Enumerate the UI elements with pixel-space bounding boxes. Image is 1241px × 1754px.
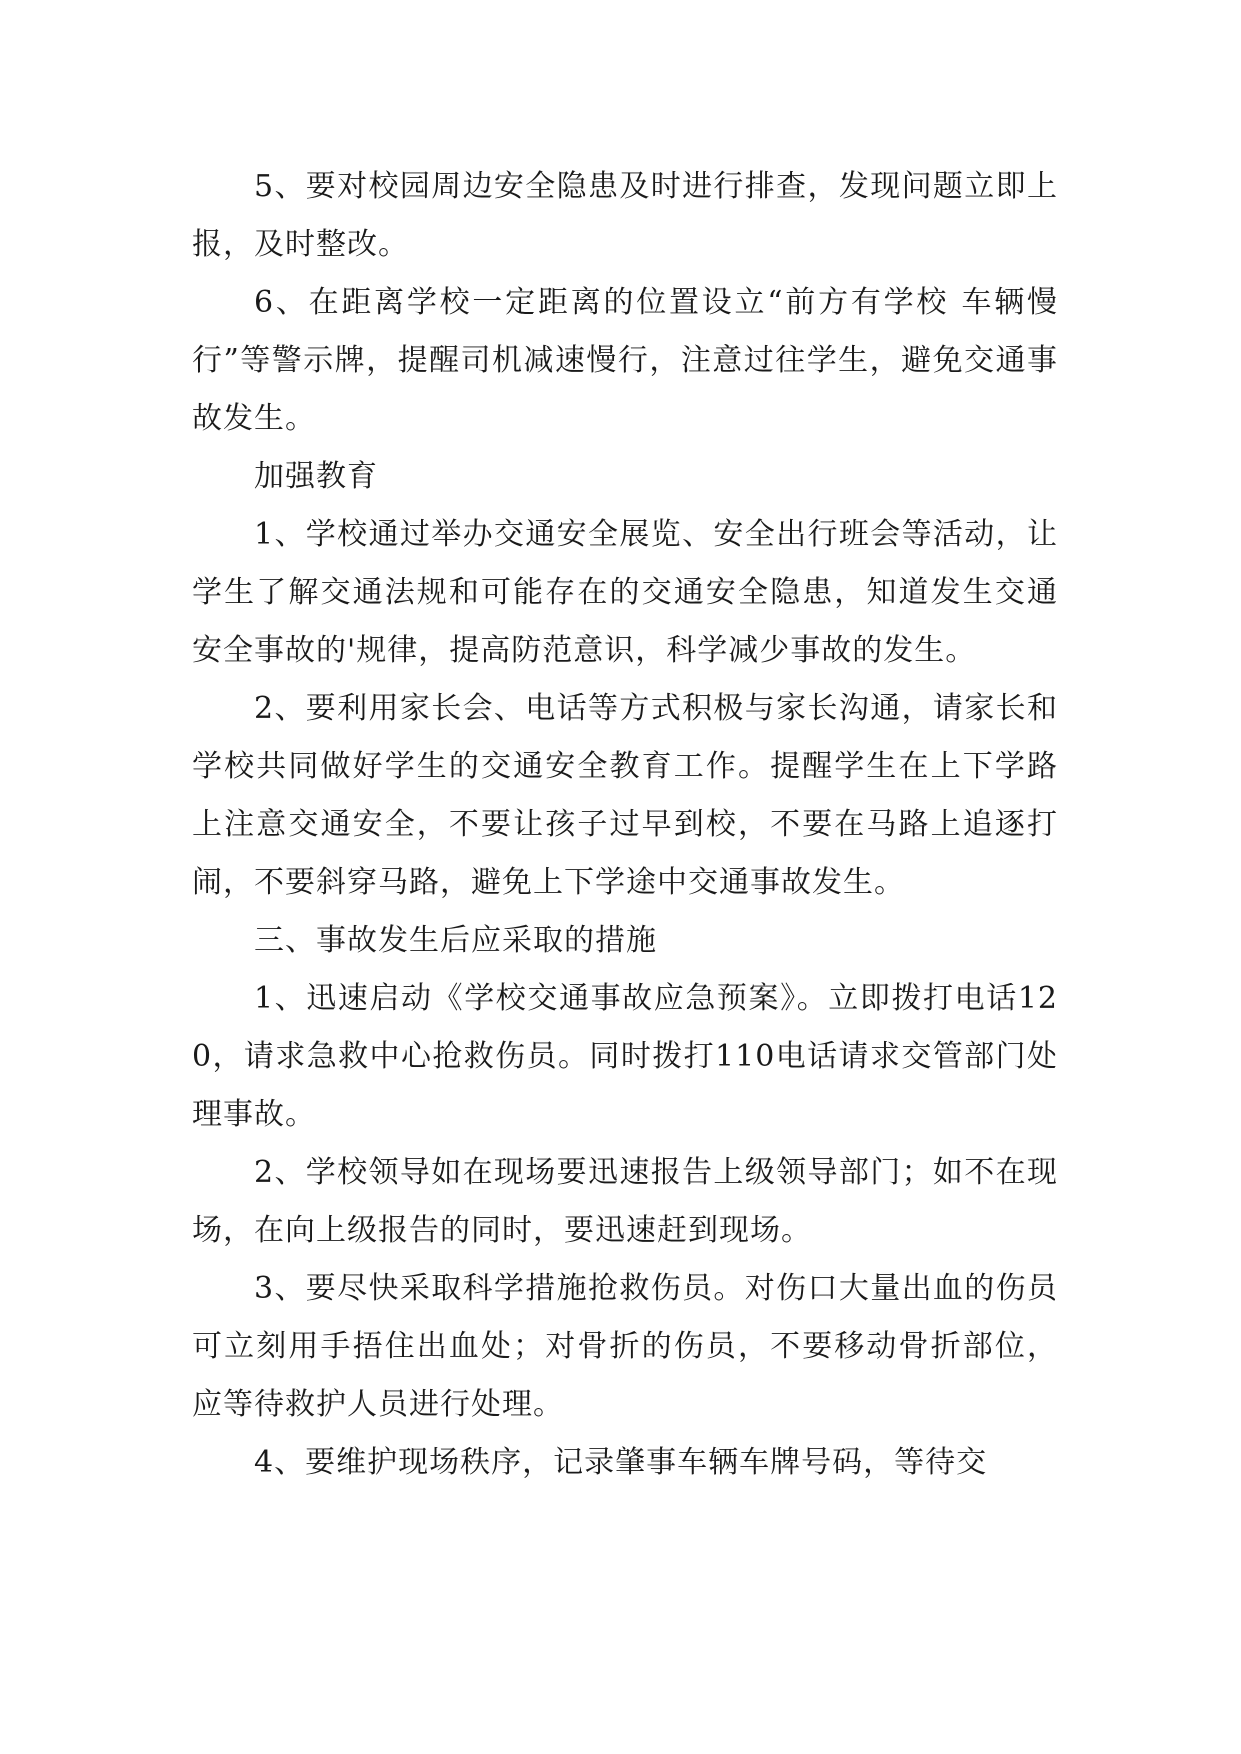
section-heading-after-accident: 三、事故发生后应采取的措施	[254, 923, 657, 958]
section-heading-strengthen-education: 加强教育	[254, 459, 378, 494]
paragraph-item-5: 5、要对校园周边安全隐患及时进行排查，发现问题立即上报，及时整改。	[192, 169, 1058, 262]
paragraph-education-2: 2、要利用家长会、电话等方式积极与家长沟通，请家长和学校共同做好学生的交通安全教育工作。提醒学生在上下学路上注意交通安全，不要让孩子过早到校，不要在马路上追逐打闹，不要斜穿马路，避免上下学途中交通事故发生。	[192, 691, 1058, 900]
paragraph-measure-2: 2、学校领导如在现场要迅速报告上级领导部门；如不在现场，在向上级报告的同时，要迅速赶到现场。	[192, 1155, 1058, 1248]
paragraph-measure-1: 1、迅速启动《学校交通事故应急预案》。立即拨打电话120，请求急救中心抢救伤员。同时拨打110电话请求交管部门处理事故。	[192, 981, 1058, 1132]
paragraph-measure-4: 4、要维护现场秩序，记录肇事车辆车牌号码，等待交	[254, 1445, 988, 1480]
document-body	[192, 158, 1058, 1492]
paragraph-education-1: 1、学校通过举办交通安全展览、安全出行班会等活动，让学生了解交通法规和可能存在的交通安全隐患，知道发生交通安全事故的'规律，提高防范意识，科学减少事故的发生。	[192, 517, 1058, 668]
paragraph-item-6: 6、在距离学校一定距离的位置设立“前方有学校 车辆慢行”等警示牌，提醒司机减速慢行，注意过往学生，避免交通事故发生。	[192, 285, 1058, 436]
paragraph-measure-3: 3、要尽快采取科学措施抢救伤员。对伤口大量出血的伤员可立刻用手捂住出血处；对骨折的伤员，不要移动骨折部位，应等待救护人员进行处理。	[192, 1271, 1058, 1422]
